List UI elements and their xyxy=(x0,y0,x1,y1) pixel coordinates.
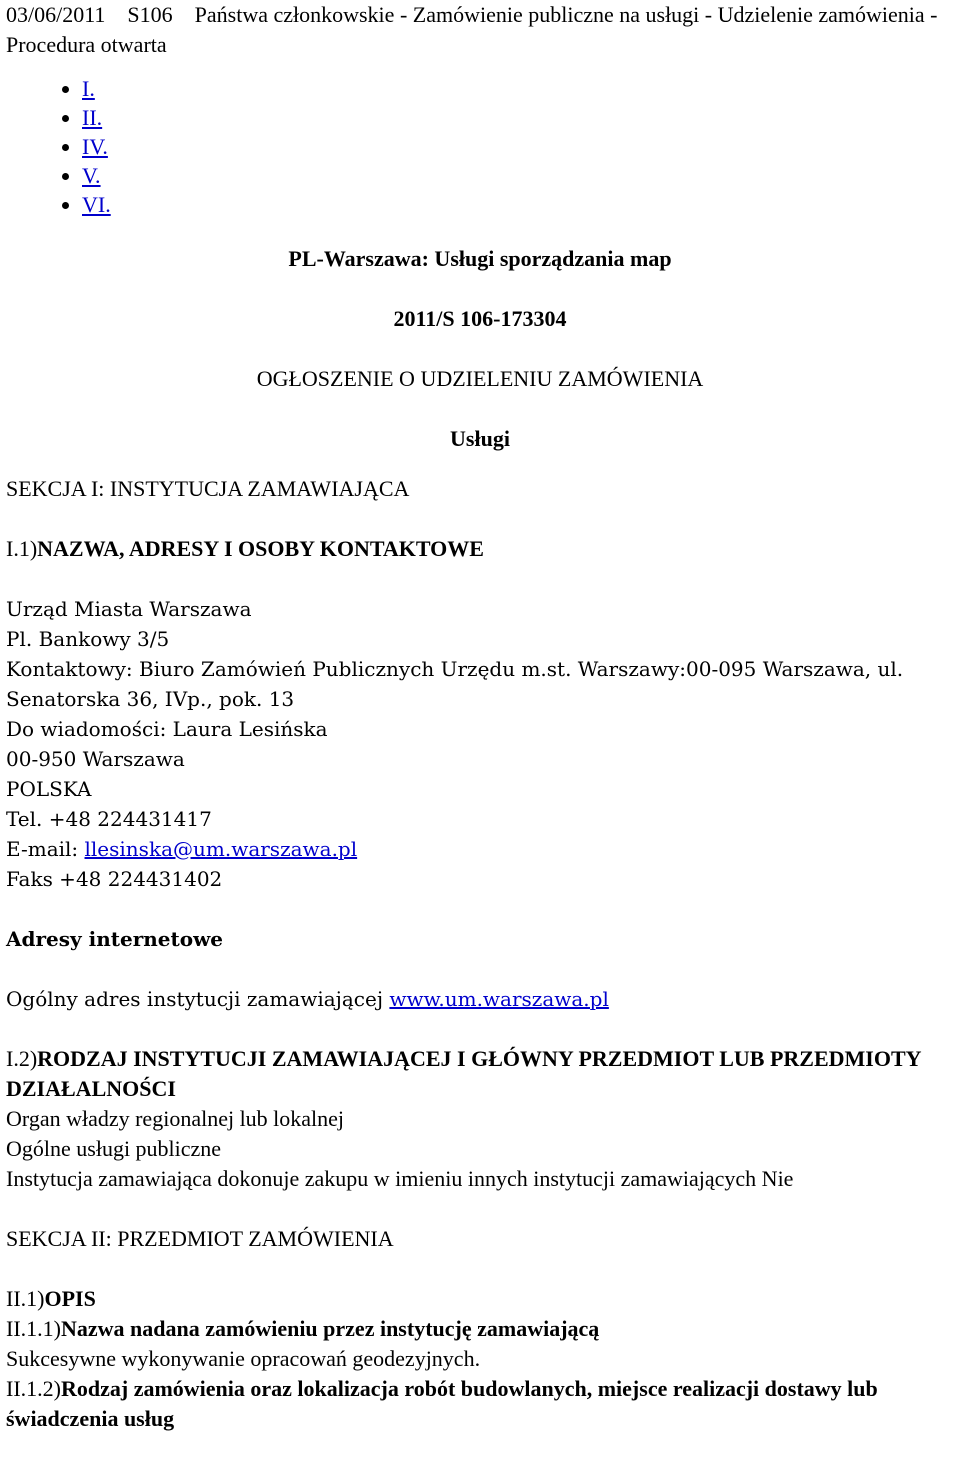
nav-link-section-6[interactable]: VI. xyxy=(82,192,111,217)
nav-link-section-1[interactable]: I. xyxy=(82,76,95,101)
section-1-heading: SEKCJA I: INSTYTUCJA ZAMAWIAJĄCA xyxy=(6,476,410,501)
web-addresses-heading: Adresy internetowe xyxy=(6,927,224,951)
notice-header: 03/06/2011 S106 Państwa członkowskie - Zamówienie publiczne na usługi - Udzielenie zamówienia - Procedura otwarta xyxy=(6,2,944,57)
section-2-heading: SEKCJA II: PRZEDMIOT ZAMÓWIENIA xyxy=(6,1226,394,1251)
nav-link-section-5[interactable]: V. xyxy=(82,163,101,188)
section-1-2-heading xyxy=(6,1044,954,1104)
section-2-1-2-heading xyxy=(6,1374,954,1434)
nav-item-section-6 xyxy=(82,190,954,219)
contract-type: Usługi xyxy=(450,426,510,451)
nav-link-section-4[interactable]: IV. xyxy=(82,134,108,159)
authority-type-block xyxy=(6,1104,954,1194)
nav-item-section-2 xyxy=(82,103,954,132)
contact-phone: Tel. +48 224431417 xyxy=(6,807,212,831)
authority-type-line: Instytucja zamawiająca dokonuje zakupu w imieniu innych instytucji zamawiających Nie xyxy=(6,1166,794,1191)
section-2-1-prefix: II.1) xyxy=(6,1286,45,1311)
section-1-2-prefix: I.2) xyxy=(6,1046,38,1071)
notice-number: 2011/S 106-173304 xyxy=(393,306,567,331)
authority-type-line: Ogólne usługi publiczne xyxy=(6,1136,222,1161)
contact-line: Urząd Miasta Warszawa xyxy=(6,597,252,621)
section-1-1-prefix: I.1) xyxy=(6,536,38,561)
web-address-link[interactable]: www.um.warszawa.pl xyxy=(389,987,609,1011)
nav-item-section-5 xyxy=(82,161,954,190)
contact-email-line xyxy=(6,834,954,864)
notice-title: PL-Warszawa: Usługi sporządzania map xyxy=(288,246,672,271)
nav-item-section-4 xyxy=(82,132,954,161)
section-1-1-title: NAZWA, ADRESY I OSOBY KONTAKTOWE xyxy=(37,536,484,561)
nav-item-section-1 xyxy=(82,74,954,103)
contact-line: Kontaktowy: Biuro Zamówień Publicznych Urzędu m.st. Warszawy:00-095 Warszawa, ul. Senatorska 36, IVp., pok. 13 xyxy=(6,657,904,711)
section-2-1-1-heading xyxy=(6,1314,954,1344)
section-2-1-1-title: Nazwa nadana zamówieniu przez instytucję zamawiającą xyxy=(60,1316,600,1341)
section-nav xyxy=(6,74,954,219)
email-label: E-mail: xyxy=(6,837,85,861)
section-2-1-1-prefix: II.1.1) xyxy=(6,1316,61,1341)
notice-type-heading: OGŁOSZENIE O UDZIELENIU ZAMÓWIENIA xyxy=(256,366,704,391)
section-1-2-title: RODZAJ INSTYTUCJI ZAMAWIAJĄCEJ I GŁÓWNY PRZEDMIOT LUB PRZEDMIOTY DZIAŁALNOŚCI xyxy=(6,1046,921,1101)
contact-line: 00-950 Warszawa xyxy=(6,747,185,771)
contact-line: Do wiadomości: Laura Lesińska xyxy=(6,717,328,741)
contact-line: POLSKA xyxy=(6,777,92,801)
email-link[interactable]: llesinska@um.warszawa.pl xyxy=(84,837,358,861)
section-1-1-heading xyxy=(6,534,954,564)
section-2-1-heading xyxy=(6,1284,954,1314)
authority-type-line: Organ władzy regionalnej lub lokalnej xyxy=(6,1106,345,1131)
contact-block xyxy=(6,594,954,894)
contact-line: Pl. Bankowy 3/5 xyxy=(6,627,170,651)
web-address-line xyxy=(6,984,954,1014)
web-address-label: Ogólny adres instytucji zamawiającej xyxy=(6,987,390,1011)
nav-link-section-2[interactable]: II. xyxy=(82,105,103,130)
section-2-1-2-title: Rodzaj zamówienia oraz lokalizacja robót budowlanych, miejsce realizacji dostawy lub świadczenia usług xyxy=(6,1376,878,1431)
section-2-1-2-prefix: II.1.2) xyxy=(6,1376,61,1401)
section-2-1-title: OPIS xyxy=(44,1286,96,1311)
contact-fax: Faks +48 224431402 xyxy=(6,867,223,891)
contract-name-value: Sukcesywne wykonywanie opracowań geodezyjnych. xyxy=(6,1346,481,1371)
